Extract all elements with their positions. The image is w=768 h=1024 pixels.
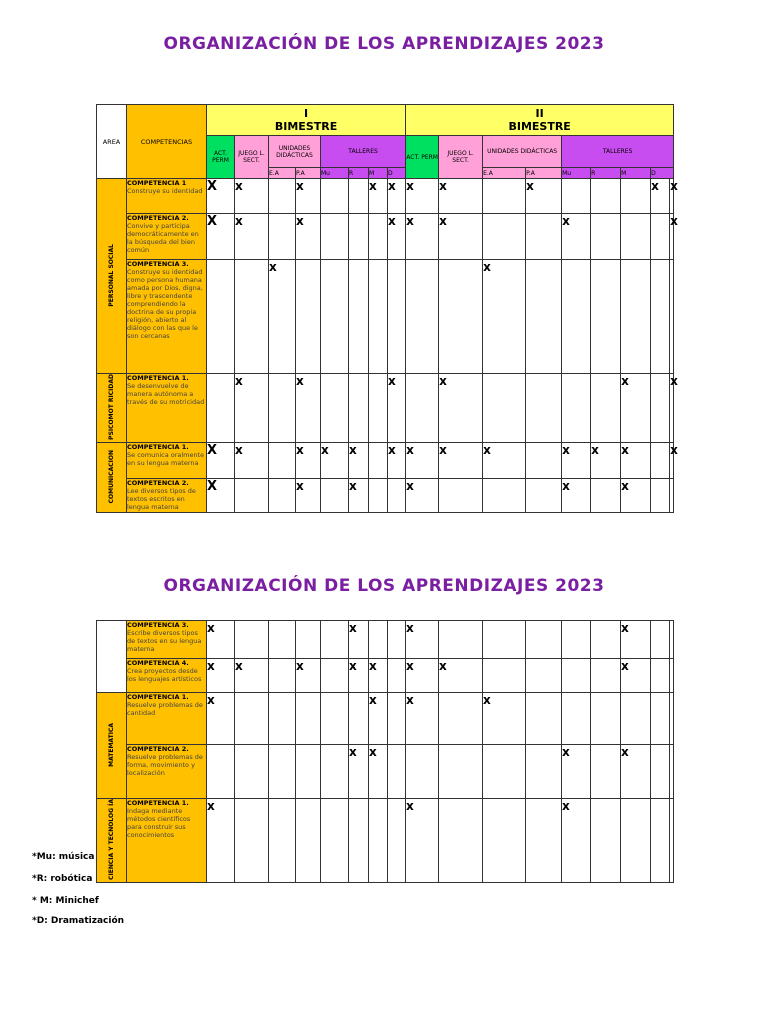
mark-cell: x <box>235 659 269 693</box>
mark-cell <box>388 745 406 799</box>
header-mu-2: Mu <box>562 168 591 179</box>
mark-cell: x <box>439 214 483 260</box>
mark-cell: x <box>207 659 235 693</box>
mark-cell <box>439 621 483 659</box>
header-talleres-2: TALLERES <box>562 136 674 168</box>
competency-description: Construye su identidad <box>127 187 203 195</box>
mark-cell <box>369 442 388 478</box>
mark-cell <box>483 478 526 512</box>
mark-cell: x <box>369 179 388 214</box>
mark-cell <box>591 179 621 214</box>
mark-cell <box>562 693 591 745</box>
competency-number: COMPETENCIA 2. <box>127 478 189 487</box>
mark-cell: x <box>621 478 651 512</box>
mark-cell: x <box>296 478 321 512</box>
mark-cell <box>388 621 406 659</box>
mark-cell <box>388 799 406 883</box>
competency-cell <box>127 693 207 745</box>
mark-cell <box>235 799 269 883</box>
mark-cell: x <box>207 621 235 659</box>
mark-cell: x <box>207 693 235 745</box>
mark-cell: x <box>235 374 269 443</box>
mark-cell: x <box>406 659 439 693</box>
mark-cell <box>651 214 670 260</box>
mark-cell <box>439 260 483 374</box>
mark-cell: x <box>406 214 439 260</box>
mark-cell <box>483 659 526 693</box>
mark-cell: x <box>621 374 651 443</box>
mark-cell: x <box>296 659 321 693</box>
mark-cell <box>321 260 349 374</box>
mark-cell <box>269 745 296 799</box>
mark-cell <box>483 214 526 260</box>
mark-cell <box>439 745 483 799</box>
mark-cell <box>406 260 439 374</box>
mark-cell <box>670 745 674 799</box>
mark-cell: x <box>235 214 269 260</box>
table-row <box>97 260 674 374</box>
table-row <box>97 214 674 260</box>
competency-cell <box>127 745 207 799</box>
mark-cell <box>651 260 670 374</box>
mark-cell: x <box>369 693 388 745</box>
mark-cell <box>670 659 674 693</box>
competency-number: COMPETENCIA 3. <box>127 260 189 268</box>
competency-description: Construye su identidad como persona humana amada por Dios, digna, libre y trascendente comprendiendo la doctrina de su propia religión, abierto al diálogo con las que le son cercanas <box>127 268 203 340</box>
area-cell <box>97 799 127 883</box>
competency-number: COMPETENCIA 1. <box>127 442 189 451</box>
mark-cell: x <box>562 478 591 512</box>
mark-cell <box>651 745 670 799</box>
table-row <box>97 442 674 478</box>
mark-cell: x <box>621 745 651 799</box>
mark-cell <box>651 659 670 693</box>
mark-cell <box>349 799 369 883</box>
mark-cell <box>526 659 562 693</box>
competency-number: COMPETENCIA 1. <box>127 799 189 807</box>
mark-cell <box>526 260 562 374</box>
competency-description: Se comunica oralmente en su lengua materna <box>127 450 205 467</box>
mark-cell: x <box>388 442 406 478</box>
mark-cell <box>651 693 670 745</box>
mark-cell <box>591 621 621 659</box>
mark-cell <box>591 799 621 883</box>
mark-cell <box>269 374 296 443</box>
mark-cell: x <box>562 214 591 260</box>
mark-cell <box>269 693 296 745</box>
mark-cell <box>526 374 562 443</box>
header-act-perm-1: ACT. PERM <box>207 136 235 179</box>
header-m-1: M <box>369 168 388 179</box>
mark-cell <box>269 179 296 214</box>
mark-cell: x <box>388 214 406 260</box>
competency-description: Crea proyectos desde los lenguajes artísticos <box>127 667 202 683</box>
mark-cell: x <box>296 442 321 478</box>
mark-cell: X <box>207 442 235 478</box>
competency-cell <box>127 442 207 478</box>
competency-cell <box>127 374 207 443</box>
area-cell <box>97 442 127 512</box>
mark-cell: x <box>526 179 562 214</box>
header-competencias: COMPETENCIAS <box>127 105 207 179</box>
mark-cell <box>388 478 406 512</box>
competency-cell <box>127 659 207 693</box>
mark-cell <box>483 621 526 659</box>
competency-number: COMPETENCIA 4. <box>127 659 189 667</box>
competency-description: Resuelve problemas de forma, movimiento y localización <box>127 753 203 777</box>
mark-cell: x <box>369 745 388 799</box>
table-row <box>97 799 674 883</box>
mark-cell <box>296 745 321 799</box>
mark-cell <box>651 799 670 883</box>
mark-cell <box>406 745 439 799</box>
mark-cell <box>562 179 591 214</box>
mark-cell <box>651 374 670 443</box>
mark-cell <box>439 799 483 883</box>
mark-cell <box>591 260 621 374</box>
mark-cell <box>670 478 674 512</box>
mark-cell <box>349 374 369 443</box>
mark-cell <box>388 693 406 745</box>
mark-cell <box>235 745 269 799</box>
mark-cell <box>321 799 349 883</box>
mark-cell: x <box>621 659 651 693</box>
mark-cell <box>369 478 388 512</box>
header-area: AREA <box>97 105 127 179</box>
mark-cell <box>369 621 388 659</box>
area-label: PSICOMOT RICIDAD <box>108 374 115 440</box>
mark-cell: x <box>670 179 674 214</box>
mark-cell <box>483 745 526 799</box>
table-row <box>97 179 674 214</box>
header-act-perm-2: ACT. PERM <box>406 136 439 179</box>
mark-cell <box>483 799 526 883</box>
table-row <box>97 693 674 745</box>
mark-cell <box>349 260 369 374</box>
mark-cell <box>526 799 562 883</box>
header-juego-1: JUEGO L. SECT. <box>235 136 269 179</box>
mark-cell: x <box>388 179 406 214</box>
mark-cell: x <box>562 745 591 799</box>
mark-cell <box>321 179 349 214</box>
mark-cell: x <box>296 214 321 260</box>
mark-cell <box>321 478 349 512</box>
header-juego-2: JUEGO L. SECT. <box>439 136 483 179</box>
mark-cell <box>621 214 651 260</box>
mark-cell: x <box>349 621 369 659</box>
competency-number: COMPETENCIA 1 <box>127 179 187 187</box>
mark-cell: x <box>670 374 674 443</box>
competency-description: Resuelve problemas de cantidad <box>127 701 203 717</box>
mark-cell: x <box>207 799 235 883</box>
competency-cell <box>127 179 207 214</box>
mark-cell <box>388 260 406 374</box>
mark-cell <box>483 374 526 443</box>
legend-m: * M: Minichef <box>32 896 99 906</box>
mark-cell <box>621 799 651 883</box>
mark-cell <box>207 260 235 374</box>
header-unidades-2: UNIDADES DIDÁCTICAS <box>483 136 562 168</box>
competency-number: COMPETENCIA 1. <box>127 693 189 701</box>
mark-cell <box>321 745 349 799</box>
mark-cell <box>591 478 621 512</box>
competency-cell <box>127 478 207 512</box>
mark-cell <box>388 659 406 693</box>
mark-cell <box>321 621 349 659</box>
mark-cell <box>296 621 321 659</box>
mark-cell <box>670 693 674 745</box>
area-cell <box>97 621 127 693</box>
mark-cell: x <box>439 659 483 693</box>
area-cell <box>97 374 127 443</box>
mark-cell <box>269 621 296 659</box>
area-label: COMUNICACIÓN <box>108 449 115 504</box>
mark-cell <box>269 478 296 512</box>
table-row <box>97 374 674 443</box>
header-bimestre-1: I BIMESTRE <box>207 105 406 136</box>
header-m-2: M <box>621 168 651 179</box>
mark-cell: X <box>207 478 235 512</box>
mark-cell <box>651 442 670 478</box>
mark-cell <box>591 693 621 745</box>
mark-cell: x <box>562 799 591 883</box>
mark-cell: x <box>406 799 439 883</box>
mark-cell <box>349 179 369 214</box>
page-title: ORGANIZACIÓN DE LOS APRENDIZAJES 2023 <box>163 34 605 54</box>
mark-cell <box>207 374 235 443</box>
header-r-2: R <box>591 168 621 179</box>
mark-cell <box>269 214 296 260</box>
legend-d: *D: Dramatización <box>32 916 125 926</box>
mark-cell: x <box>406 442 439 478</box>
mark-cell <box>296 260 321 374</box>
mark-cell <box>526 745 562 799</box>
mark-cell <box>321 214 349 260</box>
competency-number: COMPETENCIA 2. <box>127 214 189 222</box>
mark-cell <box>670 260 674 374</box>
mark-cell <box>321 693 349 745</box>
mark-cell <box>651 478 670 512</box>
header-talleres-1: TALLERES <box>321 136 406 168</box>
mark-cell: x <box>483 260 526 374</box>
header-r-1: R <box>349 168 369 179</box>
competency-number: COMPETENCIA 1. <box>127 374 189 382</box>
mark-cell: x <box>439 374 483 443</box>
area-cell <box>97 693 127 799</box>
mark-cell: x <box>439 442 483 478</box>
header-unidades-1: UNIDADES DIDÁCTICAS <box>269 136 321 168</box>
mark-cell: x <box>235 442 269 478</box>
mark-cell <box>349 693 369 745</box>
competency-number: COMPETENCIA 3. <box>127 621 189 629</box>
header-d-2: D <box>651 168 674 179</box>
mark-cell <box>235 478 269 512</box>
mark-cell <box>321 659 349 693</box>
mark-cell <box>591 659 621 693</box>
competency-cell <box>127 260 207 374</box>
mark-cell <box>526 693 562 745</box>
mark-cell: x <box>369 659 388 693</box>
mark-cell <box>526 621 562 659</box>
mark-cell <box>562 374 591 443</box>
mark-cell <box>269 659 296 693</box>
area-cell <box>97 179 127 374</box>
mark-cell: x <box>406 621 439 659</box>
competency-description: Indaga mediante métodos científicos para construir sus conocimientos <box>127 807 191 839</box>
mark-cell <box>621 179 651 214</box>
mark-cell: x <box>349 442 369 478</box>
learning-table-2 <box>96 620 674 883</box>
mark-cell <box>670 621 674 659</box>
mark-cell <box>269 442 296 478</box>
mark-cell <box>296 693 321 745</box>
mark-cell <box>439 478 483 512</box>
table-row <box>97 621 674 659</box>
mark-cell <box>235 260 269 374</box>
mark-cell: x <box>651 179 670 214</box>
mark-cell <box>526 478 562 512</box>
legend-r: *R: robótica <box>32 874 93 884</box>
mark-cell: x <box>296 374 321 443</box>
mark-cell <box>591 745 621 799</box>
header-d-1: D <box>388 168 406 179</box>
mark-cell <box>591 214 621 260</box>
mark-cell <box>406 374 439 443</box>
mark-cell: x <box>591 442 621 478</box>
mark-cell: x <box>670 442 674 478</box>
learning-table-1 <box>96 104 678 513</box>
mark-cell <box>562 659 591 693</box>
mark-cell: x <box>388 374 406 443</box>
table-row <box>97 478 674 512</box>
mark-cell <box>269 799 296 883</box>
mark-cell <box>235 693 269 745</box>
table-row <box>97 659 674 693</box>
header-ea-2: E.A <box>483 168 526 179</box>
competency-cell <box>127 621 207 659</box>
mark-cell <box>526 442 562 478</box>
mark-cell: x <box>349 745 369 799</box>
table-row <box>97 745 674 799</box>
mark-cell: x <box>483 693 526 745</box>
mark-cell: x <box>235 179 269 214</box>
area-label: MATEMÁTICA <box>108 722 115 767</box>
mark-cell: x <box>406 478 439 512</box>
header-pa-2: P.A <box>526 168 562 179</box>
mark-cell: x <box>269 260 296 374</box>
mark-cell <box>369 260 388 374</box>
mark-cell: x <box>406 179 439 214</box>
competency-description: Escribe diversos tipos de textos en su lengua materna <box>127 629 202 653</box>
mark-cell <box>369 214 388 260</box>
header-mu-1: Mu <box>321 168 349 179</box>
competency-description: Se desenvuelve de manera autónoma a través de su motricidad <box>127 382 205 406</box>
competency-cell <box>127 799 207 883</box>
mark-cell: x <box>439 179 483 214</box>
header-ea-1: E.A <box>269 168 296 179</box>
competency-description: Lee diversos tipos de textos escritos en lengua materna <box>127 486 196 511</box>
mark-cell <box>670 799 674 883</box>
mark-cell: x <box>406 693 439 745</box>
mark-cell <box>349 214 369 260</box>
mark-cell: x <box>670 214 674 260</box>
area-label: CIENCIA Y TECNOLOG ÍA <box>108 799 115 880</box>
mark-cell <box>369 374 388 443</box>
mark-cell: x <box>483 442 526 478</box>
competency-number: COMPETENCIA 2. <box>127 745 189 753</box>
mark-cell: x <box>296 179 321 214</box>
header-bimestre-2: II BIMESTRE <box>406 105 674 136</box>
mark-cell <box>439 693 483 745</box>
mark-cell: x <box>562 442 591 478</box>
mark-cell <box>321 374 349 443</box>
mark-cell <box>296 799 321 883</box>
competency-cell <box>127 214 207 260</box>
mark-cell <box>562 621 591 659</box>
mark-cell: X <box>207 179 235 214</box>
mark-cell <box>235 621 269 659</box>
mark-cell: x <box>349 478 369 512</box>
mark-cell: x <box>621 442 651 478</box>
header-pa-1: P.A <box>296 168 321 179</box>
mark-cell <box>207 745 235 799</box>
mark-cell <box>621 260 651 374</box>
mark-cell <box>591 374 621 443</box>
mark-cell <box>369 799 388 883</box>
mark-cell <box>562 260 591 374</box>
mark-cell <box>621 693 651 745</box>
mark-cell <box>526 214 562 260</box>
legend-mu: *Mu: música <box>32 852 95 862</box>
area-label: PERSONAL SOCIAL <box>108 243 115 307</box>
mark-cell: x <box>349 659 369 693</box>
mark-cell: X <box>207 214 235 260</box>
page-title-2: ORGANIZACIÓN DE LOS APRENDIZAJES 2023 <box>163 576 605 596</box>
mark-cell <box>483 179 526 214</box>
competency-description: Convive y participa democráticamente en la búsqueda del bien común <box>127 222 199 254</box>
mark-cell: x <box>321 442 349 478</box>
mark-cell: x <box>621 621 651 659</box>
mark-cell <box>651 621 670 659</box>
